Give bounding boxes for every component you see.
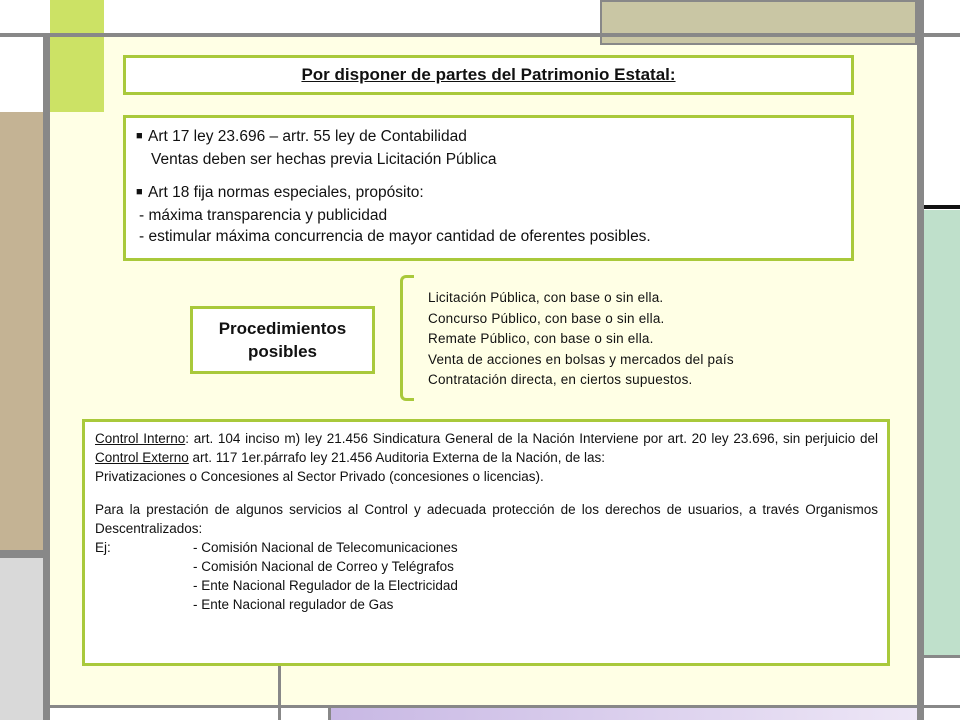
ej-label: Ej:: [95, 540, 111, 555]
right-green-strip: [924, 210, 960, 655]
right-bottom-line: [924, 655, 960, 658]
top-frame-line: [0, 33, 960, 37]
list-item: Contratación directa, en ciertos supuestos.: [428, 372, 693, 387]
ej-row: [95, 595, 878, 614]
procedures-heading-line1: Procedimientos: [218, 319, 347, 338]
art18-line3: - estimular máxima concurrencia de mayor cantidad de oferentes posibles.: [139, 228, 651, 245]
ej-row: [95, 576, 878, 595]
left-bracket-icon: [400, 275, 414, 401]
ej-item: - Comisión Nacional de Telecomunicaciones: [193, 540, 458, 555]
art17-line2: Ventas deben ser hechas previa Licitación Pública: [151, 151, 497, 168]
prestacion-paragraph: Para la prestación de algunos servicios al Control y adecuada protección de los derechos de usuarios, a través Organismos Descentralizados:: [95, 502, 878, 536]
left-divider-line: [0, 550, 43, 558]
art17-bullet: [136, 126, 841, 149]
top-green-block: [50, 0, 104, 112]
ej-row: [95, 538, 878, 557]
control-interno-text-a: : art. 104 inciso m) ley 21.456 Sindicatura General de la Nación Interviene por art. 20 ley 23.696, sin perjuicio del: [185, 431, 878, 446]
left-tan-strip: [0, 112, 43, 550]
control-interno-paragraph: [95, 429, 878, 467]
ej-row: [95, 557, 878, 576]
top-khaki-block: [600, 0, 917, 45]
bottom-lavender-strip: [330, 707, 917, 720]
title-box: [123, 55, 854, 95]
procedures-heading-box: [190, 306, 375, 374]
bottom-short-line: [328, 705, 331, 720]
list-item: Remate Público, con base o sin ella.: [428, 331, 654, 346]
procedures-heading-line2: posibles: [248, 342, 317, 361]
bottom-frame-line: [43, 705, 960, 708]
right-dark-line: [924, 205, 960, 209]
left-grey-strip: [0, 558, 43, 720]
ej-item: - Ente Nacional regulador de Gas: [193, 597, 394, 612]
art17-line1: Art 17 ley 23.696 – artr. 55 ley de Contabilidad: [148, 128, 467, 145]
control-box: [82, 419, 890, 666]
ej-item: - Comisión Nacional de Correo y Telégrafos: [193, 559, 454, 574]
list-item: Venta de acciones en bolsas y mercados del país: [428, 351, 734, 367]
art18-line2: - máxima transparencia y publicidad: [139, 207, 388, 224]
articles-box: [123, 115, 854, 261]
list-item: Licitación Pública, con base o sin ella.: [428, 290, 664, 305]
ej-item: - Ente Nacional Regulador de la Electricidad: [193, 578, 458, 593]
square-bullet-icon: ■: [136, 130, 143, 142]
procedures-list: [428, 288, 848, 391]
slide-title: Por disponer de partes del Patrimonio Estatal:: [301, 65, 676, 84]
art18-line1: Art 18 fija normas especiales, propósito:: [148, 184, 424, 201]
art18-bullet: [136, 182, 841, 205]
privatizaciones-line: Privatizaciones o Concesiones al Sector Privado (concesiones o licencias).: [95, 469, 544, 484]
control-interno-text-b: art. 117 1er.párrafo ley 21.456 Auditoria Externa de la Nación, de las:: [188, 450, 606, 465]
right-frame-line: [917, 0, 924, 720]
list-item: Concurso Público, con base o sin ella.: [428, 310, 665, 326]
control-externo-label: Control Externo: [95, 450, 189, 465]
square-bullet-icon: ■: [136, 186, 143, 198]
left-frame-line: [43, 33, 50, 720]
control-interno-label: Control Interno: [95, 431, 186, 446]
